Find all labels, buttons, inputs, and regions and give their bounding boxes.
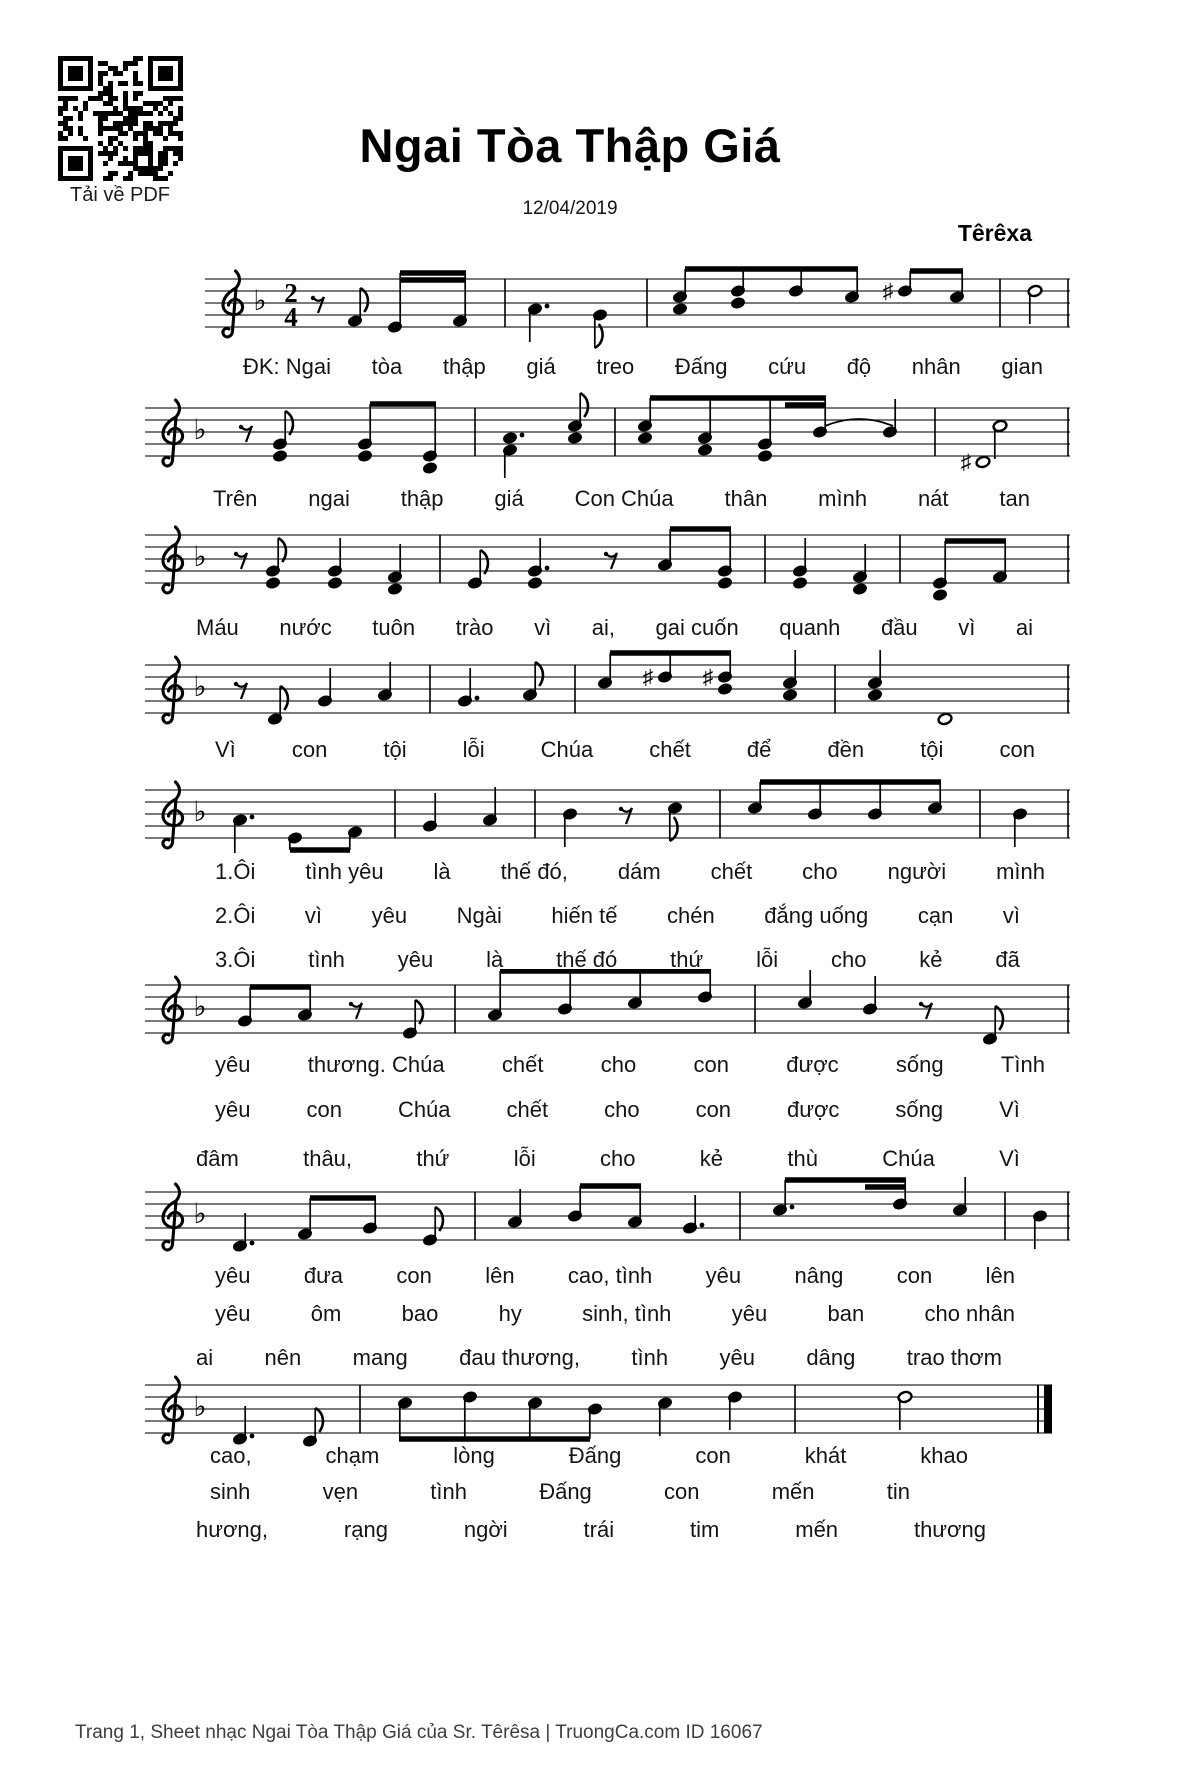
lyric-word: cho [604,1097,640,1122]
lyric-word: đắng uống [764,903,869,928]
svg-text:♭: ♭ [193,541,207,572]
lyric-word: ai [1015,615,1033,640]
lyric-word: chết [506,1097,549,1122]
lyric-word: con [396,1263,432,1288]
lyric-word: hiến tế [551,903,618,928]
lyric-line-2 [213,486,1030,512]
lyric-word: yêu [215,1052,251,1077]
lyric-word: cao, [210,1443,252,1468]
lyric-word: mình [818,486,868,511]
song-date: 12/04/2019 [522,198,618,219]
lyric-word: giá [526,354,556,379]
lyric-word: vì [1002,903,1020,928]
lyric-word: mang [352,1345,408,1370]
lyric-word: con [896,1263,933,1288]
lyric-word: tình [631,1345,669,1370]
lyric-word: đâm [196,1146,239,1171]
svg-text:♭: ♭ [253,285,267,316]
lyric-word: chết [501,1052,544,1077]
lyric-word: yêu [731,1301,768,1326]
lyric-word: con [306,1097,342,1122]
lyric-word: chết [649,737,691,762]
lyric-word: 1.Ôi [215,859,256,884]
lyric-word: tội [920,737,944,762]
lyric-word: Con Chúa [574,486,674,511]
lyric-word: dám [617,859,661,884]
lyric-word: kẻ [919,947,943,972]
lyric-word: nát [917,486,949,511]
lyric-word: trào [455,615,494,640]
lyric-word: lòng [453,1443,495,1468]
lyric-word: trái [583,1517,615,1542]
lyric-word: Ngài [456,903,502,928]
lyric-word: giá [494,486,524,511]
lyric-word: đưa [303,1263,344,1288]
lyric-word: đau thương, [459,1345,581,1370]
lyric-word: Chúa [397,1097,451,1122]
lyric-line-3 [196,615,1033,641]
lyric-word: sống [895,1097,944,1122]
lyric-word: tuôn [372,615,416,640]
staff-system-2 [145,392,1070,483]
lyric-word: thập [442,354,486,379]
lyric-word: kẻ [699,1146,724,1171]
lyric-word: tình yêu [305,859,384,884]
svg-text:♭: ♭ [193,671,207,702]
lyric-word: lên [485,1263,515,1288]
lyric-word: yêu [397,947,434,972]
lyric-word: khao [920,1443,968,1468]
lyric-word: tim [690,1517,720,1542]
lyric-word: tan [999,486,1030,511]
lyric-line-14 [210,1443,968,1469]
lyric-word: được [786,1052,839,1077]
lyric-word: lỗi [756,947,779,972]
lyric-word: bao [401,1301,439,1326]
lyric-word: cho [802,859,838,884]
lyric-word: tội [383,737,407,762]
lyric-word: ai, [591,615,615,640]
lyric-word: yêu [371,903,408,928]
lyric-word: thâu, [303,1146,353,1171]
lyric-line-11 [215,1263,1015,1289]
lyric-word: đã [995,947,1020,972]
lyric-word: thân [724,486,768,511]
lyric-word: thế đó, [500,859,568,884]
lyric-line-9 [215,1097,1020,1123]
lyric-word: vì [958,615,976,640]
lyric-line-7 [215,947,1020,973]
lyric-line-13 [196,1345,1002,1371]
lyric-word: là [433,859,451,884]
lyric-word: Vì [999,1097,1020,1122]
lyric-word: 2.Ôi [215,903,256,928]
lyric-word: tin [886,1479,910,1504]
lyric-word: ban [827,1301,865,1326]
lyric-word: treo [596,354,635,379]
lyric-word: tình [430,1479,467,1504]
lyric-line-8 [215,1052,1045,1078]
lyric-word: mến [795,1517,839,1542]
lyric-word: nước [279,615,332,640]
lyric-word: độ [846,354,872,379]
lyric-line-16 [196,1517,986,1543]
svg-text:4: 4 [284,302,298,332]
lyric-word: cao, tình [567,1263,653,1288]
page-title: Ngai Tòa Thập Giá [359,119,781,172]
lyric-word: ĐK: Ngai [243,354,332,379]
lyric-word: cho nhân [924,1301,1015,1326]
lyric-word: người [887,859,947,884]
download-pdf-label[interactable]: Tải về PDF [69,184,171,206]
lyric-word: yêu [215,1301,251,1326]
lyric-line-12 [215,1301,1015,1327]
lyric-word: Tình [1000,1052,1045,1077]
lyric-word: vì [534,615,552,640]
lyric-word: chạm [325,1443,380,1468]
lyric-line-6 [215,903,1020,929]
svg-text:♯: ♯ [642,666,654,689]
lyric-word: nhân [911,354,961,379]
lyric-line-5 [215,859,1045,885]
lyric-word: quanh [779,615,841,640]
lyric-word: ai [196,1345,214,1370]
lyric-word: yêu [719,1345,756,1370]
svg-text:♯: ♯ [882,280,894,303]
lyric-word: cứu [768,354,807,379]
lyric-word: Đấng [674,354,728,379]
lyric-word: con [695,1097,732,1122]
footer-text: Trang 1, Sheet nhạc Ngai Tòa Thập Giá của Sr. Têrêsa | TruongCa.com ID 16067 [75,1722,763,1743]
lyric-word: 3.Ôi [215,947,256,972]
lyric-word: yêu [215,1263,251,1288]
lyric-word: chết [710,859,753,884]
lyric-word: chén [667,903,715,928]
lyric-word: mến [771,1479,815,1504]
lyric-word: mình [996,859,1045,884]
lyric-word: Đấng [539,1479,592,1504]
lyric-word: Trên [213,486,258,511]
staff-system-3 [145,519,1070,610]
lyric-word: lỗi [513,1146,536,1171]
lyric-word: thù [787,1146,818,1171]
svg-text:♭: ♭ [193,414,207,445]
lyric-word: rạng [343,1517,388,1542]
lyric-word: con [291,737,328,762]
lyric-word: thứ [416,1146,450,1171]
lyric-word: Chúa [540,737,594,762]
composer-name: Têrêxa [957,220,1032,246]
lyric-word: khát [804,1443,847,1468]
lyric-word: Chúa [882,1146,935,1171]
lyric-word: dâng [806,1345,856,1370]
lyric-word: sống [895,1052,944,1077]
lyric-word: tòa [371,354,403,379]
lyric-word: đầu [880,615,918,640]
staff-system-1 [205,263,1070,354]
lyric-word: con [664,1479,700,1504]
lyric-line-10 [196,1146,1020,1172]
svg-text:♭: ♭ [193,991,207,1022]
lyric-word: cho [600,1052,637,1077]
lyric-line-15 [210,1479,910,1505]
lyric-word: sinh [210,1479,251,1504]
lyric-word: Máu [196,615,239,640]
lyric-word: cho [830,947,867,972]
lyric-word: gian [1001,354,1043,379]
lyric-word: lỗi [462,737,485,762]
staff-system-7 [145,1176,1070,1267]
lyric-word: gai cuốn [655,615,739,640]
lyric-word: yêu [705,1263,742,1288]
lyric-word: Vì [999,1146,1020,1171]
lyric-word: Đấng [568,1443,622,1468]
lyric-word: lên [985,1263,1015,1288]
lyric-word: thập [400,486,444,511]
lyric-word: cạn [917,903,954,928]
lyric-line-4 [215,737,1035,763]
lyric-word: Vì [215,737,236,762]
lyric-word: được [787,1097,840,1122]
lyric-word: vẹn [322,1479,359,1504]
lyric-word: con [695,1443,731,1468]
lyric-word: hy [498,1301,522,1326]
lyric-word: nên [264,1345,302,1370]
staff-system-4 [145,649,1070,740]
lyric-word: đền [827,737,865,762]
svg-text:♭: ♭ [193,796,207,827]
lyric-word: vì [304,903,323,928]
lyric-word: hương, [196,1517,268,1542]
lyric-word: để [746,737,772,762]
lyric-word: ôm [310,1301,342,1326]
lyric-word: tình [308,947,345,972]
svg-text:♯: ♯ [702,666,714,689]
lyric-line-1 [243,354,1043,380]
lyric-word: con [693,1052,729,1077]
lyric-word: thứ [670,947,704,972]
lyric-word: yêu [215,1097,251,1122]
lyric-word: thương [913,1517,986,1542]
lyric-word: trao thơm [906,1345,1002,1370]
lyric-word: thế đó [556,947,618,972]
svg-text:♭: ♭ [193,1198,207,1229]
lyric-word: ngai [308,486,350,511]
staff-system-5 [145,774,1070,865]
svg-text:2: 2 [284,278,298,308]
svg-text:♭: ♭ [193,1391,207,1422]
lyric-word: thương. Chúa [307,1052,445,1077]
lyric-word: sinh, tình [582,1301,672,1326]
svg-text:♯: ♯ [960,451,972,474]
lyric-word: ngời [463,1517,508,1542]
staff-system-6 [145,969,1070,1060]
lyric-word: là [486,947,504,972]
lyric-word: nâng [794,1263,844,1288]
lyric-word: cho [600,1146,636,1171]
lyric-word: con [999,737,1035,762]
